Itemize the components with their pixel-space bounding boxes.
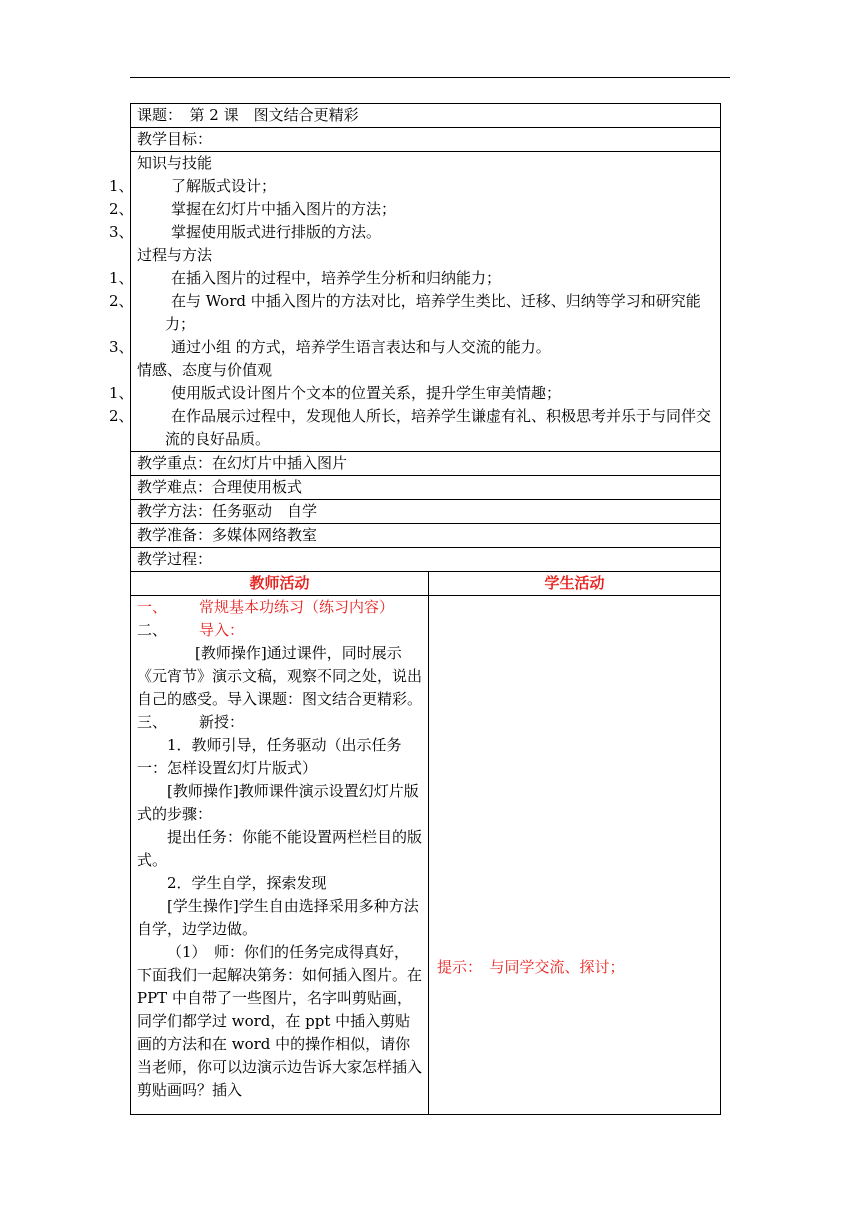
step-two-self-study: 2．学生自学，探索发现 <box>167 874 327 892</box>
section-heading: 过程与方法 <box>137 246 213 264</box>
teacher-op-paragraph: [教师操作]教师课件演示设置幻灯片版式的步骤： <box>137 782 419 823</box>
intro-paragraph: [教师操作]通过课件，同时展示《元宵节》演示文稿，观察不同之处，说出自己的感受。导入课题：图文结合更精彩。 <box>137 644 423 708</box>
teacher-activity-header: 教师活动 <box>131 572 429 596</box>
task-one-paragraph: 1．教师引导，任务驱动（出示任务一：怎样设置幻灯片版式） <box>137 736 402 777</box>
lesson-title: 课题： 第 2 课 图文结合更精彩 <box>131 104 721 128</box>
objective-item: 1、 在插入图片的过程中，培养学生分析和归纳能力； <box>109 269 502 287</box>
header-rule <box>130 77 730 78</box>
difficulty: 教学难点：合理使用板式 <box>131 476 721 500</box>
objective-item: 1、 使用版式设计图片个文本的位置关系，提升学生审美情趣； <box>109 384 562 402</box>
step-one: 一、 常规基本功练习（练习内容） <box>137 598 395 616</box>
objective-item: 2、 在作品展示过程中，发现他人所长，培养学生谦虚有礼、积极思考并乐于与同伴交流的良好品质。 <box>109 407 712 448</box>
step-two: 二、 导入： <box>137 621 245 639</box>
student-activity-header: 学生活动 <box>429 572 721 596</box>
objective-item: 2、 在与 Word 中插入图片的方法对比，培养学生类比、迁移、归纳等学习和研究能力； <box>109 292 701 333</box>
clipart-paragraph: （1） 师：你们的任务完成得真好，下面我们一起解决第务：如何插入图片。在 PPT 中自带了一些图片，名字叫剪贴画，同学们都学过 word，在 ppt 中插入剪贴画的方法和在 word 中的操作相似，请你当老师，你可以边演示边告诉大家怎样插入剪贴画吗？插入 <box>137 943 423 1099</box>
task-question-paragraph: 提出任务：你能不能设置两栏栏目的版式。 <box>137 828 423 869</box>
lesson-plan-table <box>109 103 721 1115</box>
step-three: 三、 新授： <box>137 713 245 731</box>
student-activity-cell <box>429 596 721 1115</box>
process-label: 教学过程： <box>131 548 721 572</box>
teaching-method: 教学方法：任务驱动 自学 <box>131 500 721 524</box>
objective-item: 3、 掌握使用版式进行排版的方法。 <box>109 223 382 241</box>
objective-item: 3、 通过小组 的方式，培养学生语言表达和与人交流的能力。 <box>109 338 551 356</box>
objectives-cell <box>109 152 721 452</box>
objective-item: 2、 掌握在幻灯片中插入图片的方法； <box>109 200 397 218</box>
student-op-paragraph: [学生操作]学生自由选择采用多种方法自学，边学边做。 <box>137 897 419 938</box>
objectives-label: 教学目标： <box>131 128 721 152</box>
key-point: 教学重点：在幻灯片中插入图片 <box>131 452 721 476</box>
section-heading: 情感、态度与价值观 <box>137 361 273 379</box>
student-tip: 提示： 与同学交流、探讨； <box>437 958 625 976</box>
teacher-activity-cell <box>131 596 429 1115</box>
section-heading: 知识与技能 <box>137 154 213 172</box>
preparation: 教学准备：多媒体网络教室 <box>131 524 721 548</box>
objective-item: 1、 了解版式设计； <box>109 177 277 195</box>
